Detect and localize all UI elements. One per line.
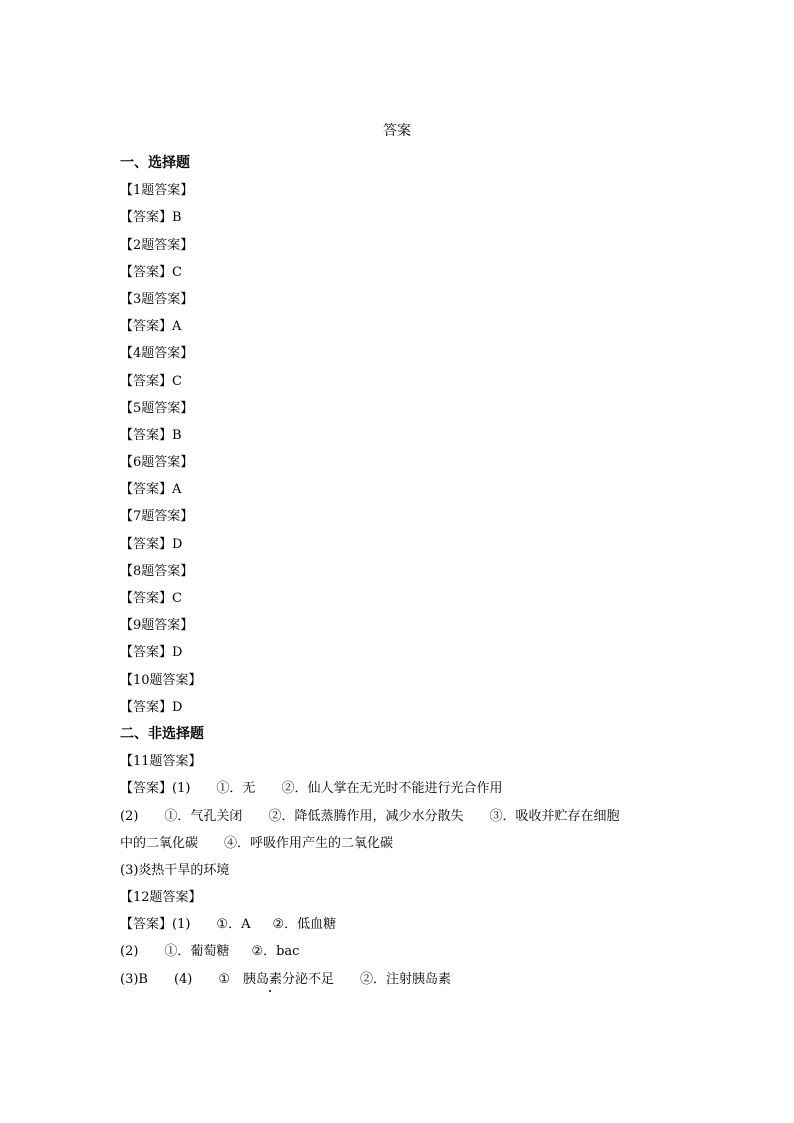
answer-11-part-1-a: ①．无 — [216, 781, 256, 797]
answer-11-part-2-c-end: 中的二氧化碳 — [120, 835, 199, 851]
answer-12-part-1 — [120, 911, 680, 938]
question-header-11: 【11题答案】 — [120, 754, 202, 770]
section-heading-multiple-choice: 一、选择题 — [120, 155, 190, 171]
question-header-12: 【12题答案】 — [120, 890, 202, 906]
page-title: 答案 — [383, 123, 411, 139]
question-header-6: 【6题答案】 — [120, 455, 194, 471]
answer-12-part-2 — [120, 938, 680, 965]
question-header-7: 【7题答案】 — [120, 509, 194, 525]
answer-11-part-1-prefix: 【答案】(1) — [120, 781, 191, 797]
answer-11-part-2 — [120, 803, 680, 830]
answer-11-part-2-a: ①．气孔关闭 — [164, 808, 243, 824]
answer-12-part-2-b: ②．bac — [251, 944, 300, 960]
section-heading-non-choice: 二、非选择题 — [120, 725, 204, 742]
answer-2: 【答案】C — [120, 264, 182, 280]
question-header-1: 【1题答案】 — [120, 183, 194, 199]
answer-12-part-4-b: ②．注射胰岛素 — [360, 971, 452, 987]
question-header-2: 【2题答案】 — [120, 237, 194, 253]
question-header-9: 【9题答案】 — [120, 618, 194, 634]
answer-12-part-4-a: ① 胰岛素分泌不足 — [218, 971, 335, 987]
answer-12-part-4-prefix: (4) — [173, 971, 193, 987]
question-header-8: 【8题答案】 — [120, 563, 194, 579]
answer-11-part-3: (3)炎热干旱的环境 — [120, 862, 230, 878]
answer-9: 【答案】D — [120, 645, 183, 661]
answer-1: 【答案】B — [120, 210, 182, 226]
question-header-10: 【10题答案】 — [120, 672, 202, 688]
answer-4: 【答案】C — [120, 373, 182, 389]
answer-11-part-2-prefix: (2) — [120, 808, 139, 824]
answer-content — [120, 150, 680, 993]
answer-11-part-2-b: ②．降低蒸腾作用，减少水分散失 — [268, 808, 464, 824]
answer-11-part-2-c: ③．吸收并贮存在细胞 — [489, 808, 620, 824]
answer-12-part-2-prefix: (2) — [120, 944, 139, 960]
answer-11-part-1-b: ②．仙人掌在无光时不能进行光合作用 — [281, 781, 503, 797]
question-header-4: 【4题答案】 — [120, 346, 194, 362]
question-header-3: 【3题答案】 — [120, 291, 194, 307]
answer-6: 【答案】A — [120, 482, 182, 498]
stray-dot-mark — [269, 990, 271, 992]
answer-12-part-1-a: ①．A — [216, 917, 251, 933]
answer-12-part-3-4 — [120, 966, 680, 993]
answer-11-part-2-d: ④．呼吸作用产生的二氧化碳 — [224, 835, 394, 851]
answer-7: 【答案】D — [120, 536, 183, 552]
answer-8: 【答案】C — [120, 591, 182, 606]
answer-12-part-2-a: ①．葡萄糖 — [164, 944, 230, 960]
answer-3: 【答案】A — [120, 319, 182, 335]
answer-10: 【答案】D — [120, 699, 183, 715]
answer-12-part-1-b: ②．低血糖 — [272, 917, 337, 933]
answer-5: 【答案】B — [120, 427, 182, 443]
answer-12-part-1-prefix: 【答案】(1) — [120, 917, 191, 933]
answer-12-part-3: (3)B — [120, 971, 148, 987]
answer-11-part-2-continued — [120, 830, 680, 857]
question-header-5: 【5题答案】 — [120, 400, 194, 416]
answer-11-part-1 — [120, 775, 680, 802]
